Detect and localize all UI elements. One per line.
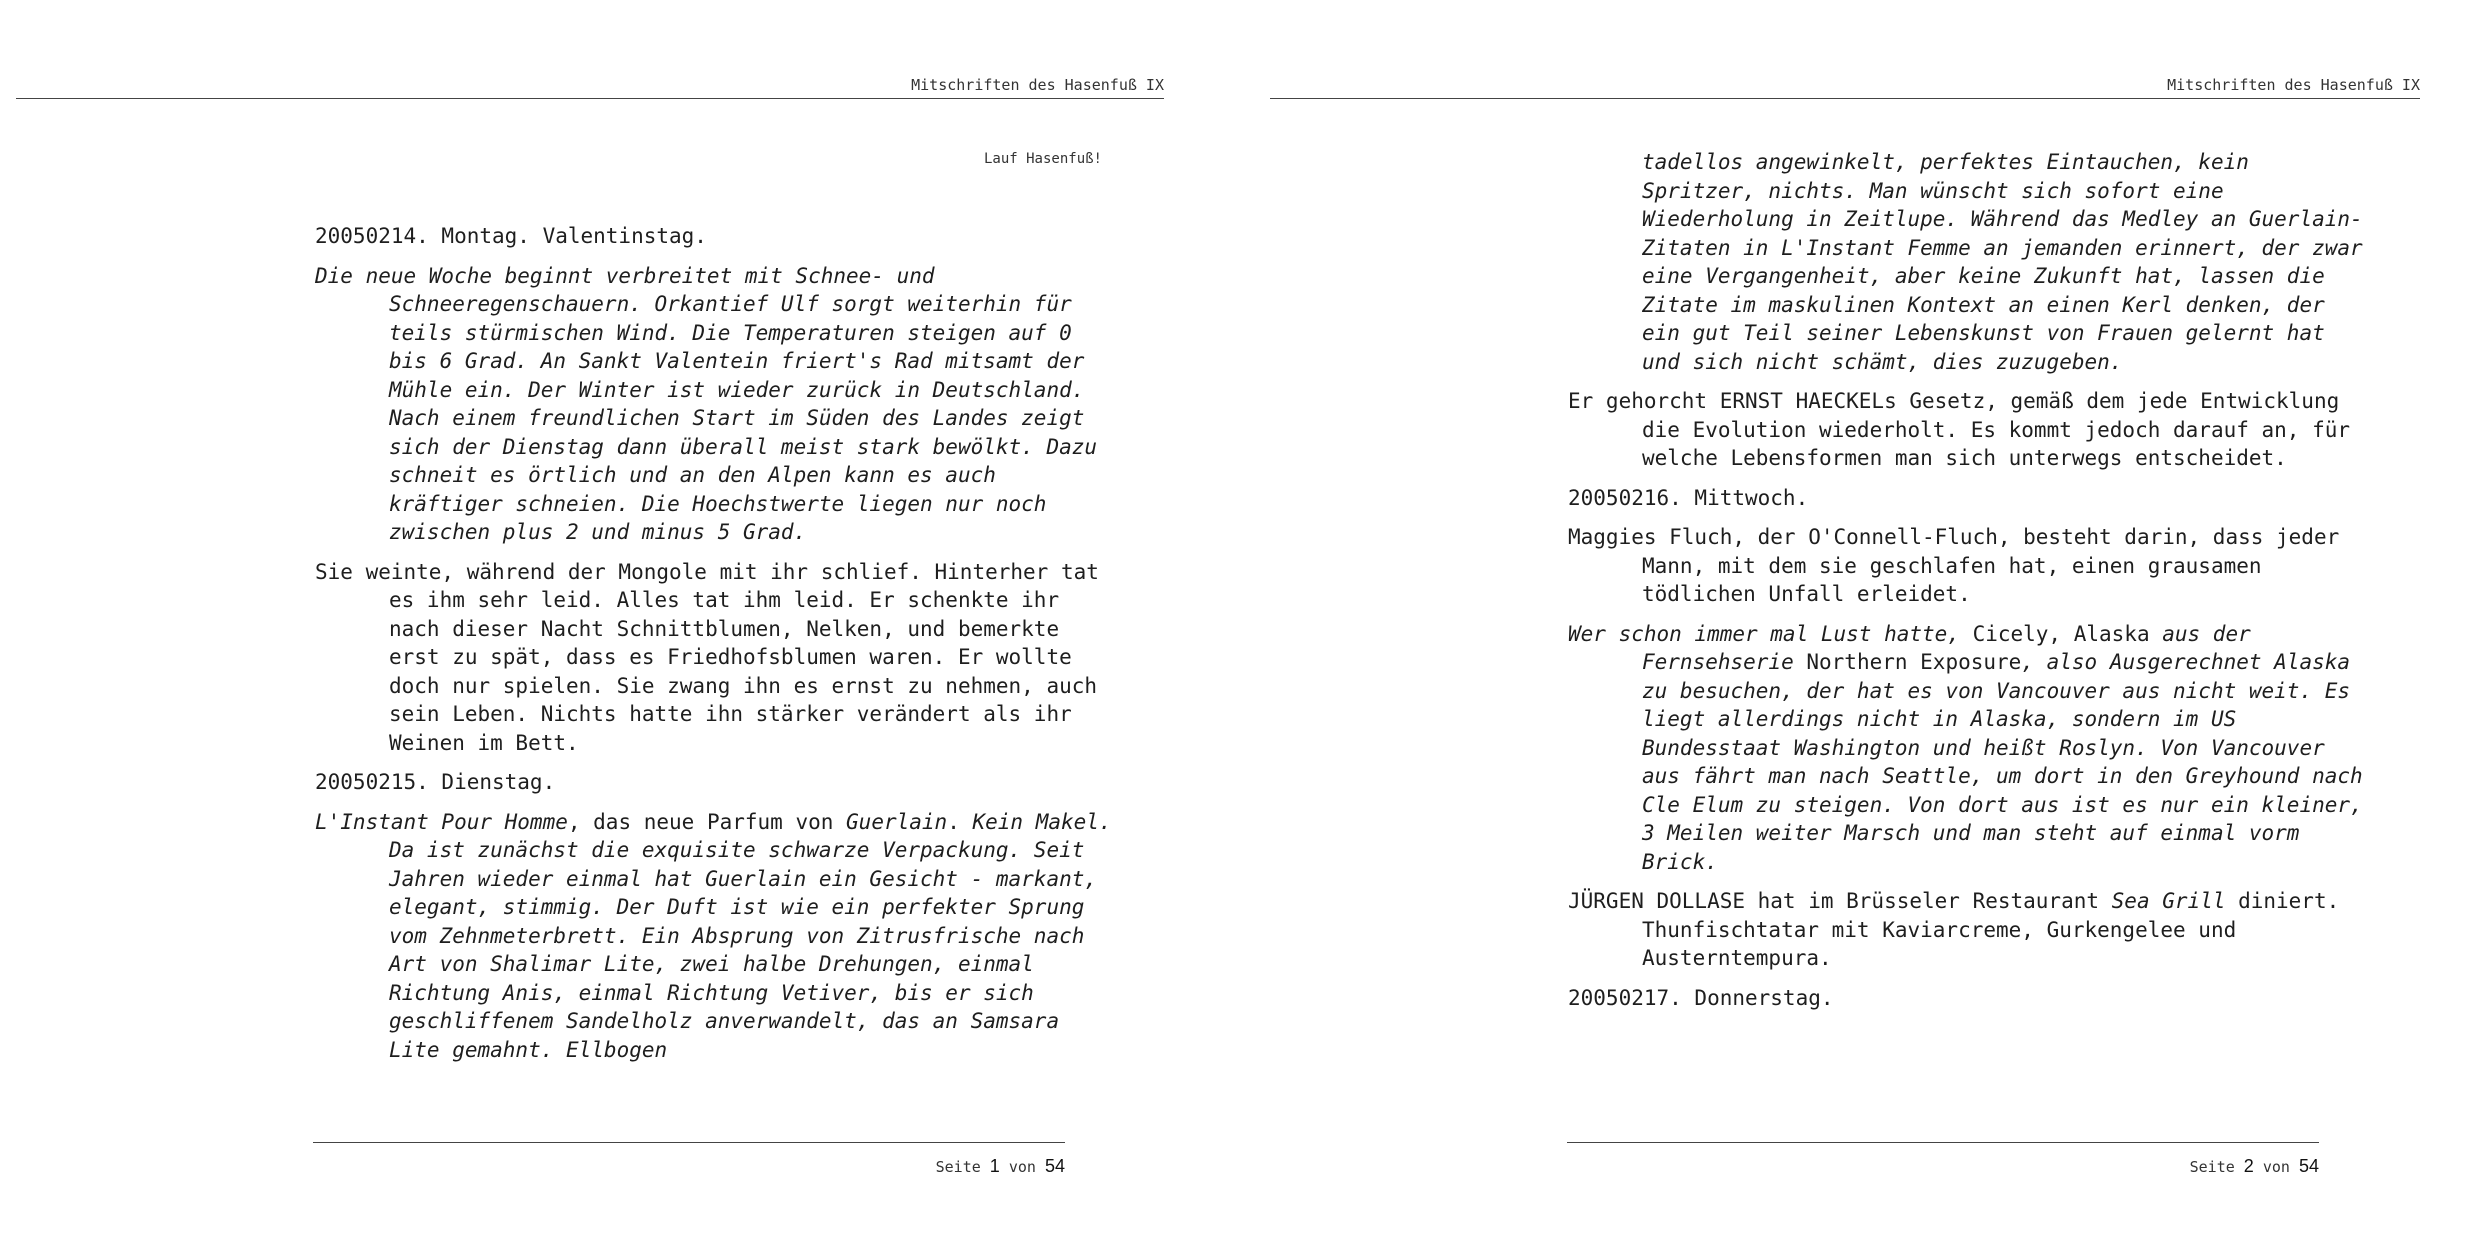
header-divider — [1270, 98, 2420, 99]
text-run: Maggies Fluch, der O'Connell-Fluch, besteht darin, dass jeder Mann, mit dem sie geschlafen hat, einen grausamen tödlichen Unfall erleidet. — [1568, 525, 2340, 606]
text-run: Kein Makel. Da ist zunächst die exquisite schwarze Verpackung. Seit Jahren wieder einmal hat Guerlain ein Gesicht - markant, elegant, stimmig. Der Duft ist wie ein perfekter Sprung vom Zehnmeterbrett. Ein Absprung von Zitrusfrische nach Art von Shalimar Lite, zwei halbe Drehungen, einmal Richtung Anis, einmal Richtung Vetiver, bis er sich geschliffenem Sandelholz anverwandelt, das an Samsara Lite gemahnt. Ellbogen — [389, 809, 1112, 1062]
motto: Lauf Hasenfuß! — [983, 151, 1102, 167]
right-page — [1240, 0, 2480, 1240]
page-number: 2 — [2243, 1156, 2254, 1176]
seite-label: Seite — [935, 1158, 981, 1176]
text-run: Northern Exposure — [1806, 650, 2022, 674]
page-footer — [2190, 1156, 2319, 1177]
seite-label: Seite — [2189, 1158, 2235, 1176]
paragraph — [1568, 620, 2368, 877]
running-header: Mitschriften des Hasenfuß IX — [2167, 76, 2420, 94]
text-run: Wer schon immer mal Lust hatte, — [1568, 621, 1973, 646]
text-run: , also Ausgerechnet Alaska zu besuchen, der hat es von Vancouver aus nicht weit. Es liegt allerdings nicht in Alaska, sondern im US Bundesstaat Washington und heißt Roslyn. Von Vancouver aus fährt man nach Seattle, um dort in den Greyhound nach Cle Elum zu steigen. Von dort aus ist es nur ein kleiner, 3 Meilen weiter Marsch und man steht auf einmal vorm Brick. — [1642, 650, 2363, 874]
total-pages: 54 — [1044, 1156, 1065, 1176]
paragraph — [315, 808, 1115, 1065]
footer-divider — [1567, 1142, 2319, 1143]
paragraph — [1568, 887, 2368, 973]
total-pages: 54 — [2298, 1156, 2319, 1176]
text-run: Er gehorcht ERNST HAECKELs Gesetz, gemäß dem jede Entwicklung die Evolution wiederholt. Es kommt jedoch darauf an, für welche Lebensformen man sich unterwegs entscheidet. — [1568, 389, 2351, 470]
entry-date: 20050217. Donnerstag. — [1568, 985, 1834, 1010]
paragraph — [315, 558, 1115, 758]
text-run: Die neue Woche beginnt verbreitet mit Schnee- und Schneeregenschauern. Orkantief Ulf sorgt weiterhin für teils stürmischen Wind. Die Temperaturen steigen auf 0 bis 6 Grad. An Sankt Valentein friert's Rad mitsamt der Mühle ein. Der Winter ist wieder zurück in Deutschland. Nach einem freundlichen Start im Süden des Landes zeigt sich der Dienstag dann überall meist stark bewölkt. Dazu schneit es örtlich und an den Alpen kann es auch kräftiger schneien. Die Hoechstwerte liegen nur noch zwischen plus 2 und minus 5 Grad. — [315, 263, 1098, 544]
page-body — [315, 222, 1115, 1075]
text-run: diniert. Thunfischtatar mit Kaviarcreme, Gurkengelee und Austerntempura. — [1642, 889, 2340, 970]
text-run: Guerlain — [846, 809, 948, 834]
text-run: tadellos angewinkelt, perfektes Eintauchen, kein Spritzer, nichts. Man wünscht sich sofort eine Wiederholung in Zeitlupe. Während das Medley an Guerlain-Zitaten in L'Instant Femme an jemanden erinnert, der zwar eine Vergangenheit, aber keine Zukunft hat, lassen die Zitate im maskulinen Kontext an einen Kerl denken, der ein gut Teil seiner Lebenskunst von Frauen gelernt hat und sich nicht schämt, dies zuzugeben. — [1642, 150, 2363, 374]
text-run: aus der Fernsehserie — [1642, 621, 2251, 674]
page-body — [1568, 148, 2368, 1023]
paragraph — [1568, 148, 2368, 376]
text-run: Cicely, Alaska — [1972, 621, 2150, 646]
von-label: von — [2262, 1158, 2290, 1176]
paragraph — [1568, 523, 2368, 609]
text-run: , das neue Parfum von — [567, 809, 847, 834]
page-number: 1 — [989, 1156, 1000, 1176]
text-run: . — [947, 809, 973, 834]
paragraph — [1568, 387, 2368, 473]
von-label: von — [1008, 1158, 1036, 1176]
header-divider — [16, 98, 1164, 99]
text-run: JÜRGEN DOLLASE hat im Brüsseler Restaurant — [1568, 889, 2112, 913]
entry-date: 20050215. Dienstag. — [315, 770, 556, 794]
paragraph — [315, 262, 1115, 547]
text-run: L'Instant Pour Homme — [315, 809, 568, 834]
footer-divider — [313, 1142, 1065, 1143]
text-run: Sea Grill — [2111, 889, 2226, 913]
entry-date: 20050214. Montag. Valentinstag. — [315, 224, 707, 248]
text-run: Sie weinte, während der Mongole mit ihr schlief. Hinterher tat es ihm sehr leid. Alles tat ihm leid. Er schenkte ihr nach dieser Nacht Schnittblumen, Nelken, und bemerkte erst zu spät, dass es Friedhofsblumen waren. Er wollte doch nur spielen. Sie zwang ihn es ernst zu nehmen, auch sein Leben. Nichts hatte ihn stärker verändert als ihr Weinen im Bett. — [315, 559, 1099, 755]
running-header: Mitschriften des Hasenfuß IX — [911, 76, 1164, 94]
entry-date: 20050216. Mittwoch. — [1568, 485, 1809, 510]
page-footer — [936, 1156, 1065, 1177]
